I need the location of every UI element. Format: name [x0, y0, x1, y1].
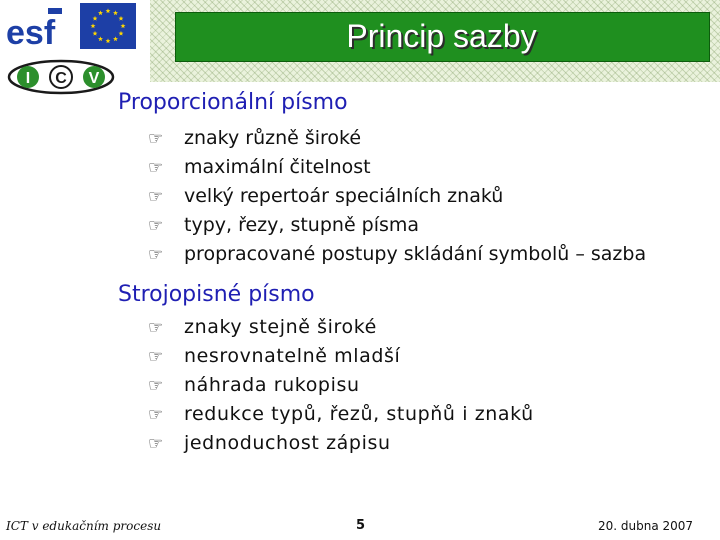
- monospace-font-list: [148, 313, 534, 458]
- page-number: 5: [356, 518, 366, 533]
- footer-date: 20. dubna 2007: [598, 519, 694, 533]
- pointing-hand-icon: ☞: [148, 376, 164, 396]
- slide-title: Princip sazby: [346, 18, 537, 54]
- pointing-hand-icon: ☞: [148, 405, 164, 425]
- list-item: [148, 313, 534, 342]
- pointing-hand-icon: ☞: [148, 158, 164, 178]
- list-item-text: maximální čitelnost: [184, 156, 371, 178]
- proportional-font-list: [148, 124, 646, 269]
- list-item: [148, 153, 646, 182]
- list-item-text: velký repertoár speciálních znaků: [184, 185, 504, 207]
- list-item-text: typy, řezy, stupně písma: [184, 214, 420, 236]
- icv-letter-c: C: [55, 70, 67, 87]
- list-item: [148, 342, 534, 371]
- footer-course-name: ICT v edukačním procesu: [6, 519, 162, 533]
- pointing-hand-icon: ☞: [148, 187, 164, 207]
- section-heading-proportional: Proporcionální písmo: [118, 90, 348, 115]
- list-item: [148, 240, 646, 269]
- list-item: [148, 211, 646, 240]
- list-item-text: jednoduchost zápisu: [184, 432, 391, 454]
- pointing-hand-icon: ☞: [148, 434, 164, 454]
- icv-logo: [6, 58, 116, 96]
- icv-letter-i: I: [25, 70, 31, 87]
- esf-logo-text: esf: [6, 14, 56, 48]
- list-item-text: znaky stejně široké: [184, 316, 377, 338]
- list-item: [148, 182, 646, 211]
- esf-logo: [4, 6, 68, 48]
- eu-flag-logo: [80, 3, 136, 49]
- list-item-text: náhrada rukopisu: [184, 374, 360, 396]
- list-item-text: znaky různě široké: [184, 127, 362, 149]
- list-item-text: nesrovnatelně mladší: [184, 345, 401, 367]
- list-item: [148, 429, 534, 458]
- pointing-hand-icon: ☞: [148, 216, 164, 236]
- pointing-hand-icon: ☞: [148, 129, 164, 149]
- list-item: [148, 400, 534, 429]
- pointing-hand-icon: ☞: [148, 318, 164, 338]
- pointing-hand-icon: ☞: [148, 245, 164, 265]
- section-heading-monospace: Strojopisné písmo: [118, 282, 315, 307]
- list-item: [148, 371, 534, 400]
- list-item-text: redukce typů, řezů, stupňů i znaků: [184, 403, 534, 425]
- list-item-text: propracované postupy skládání symbolů – sazba: [184, 243, 647, 265]
- icv-letter-v: V: [88, 70, 100, 87]
- list-item: [148, 124, 646, 153]
- pointing-hand-icon: ☞: [148, 347, 164, 367]
